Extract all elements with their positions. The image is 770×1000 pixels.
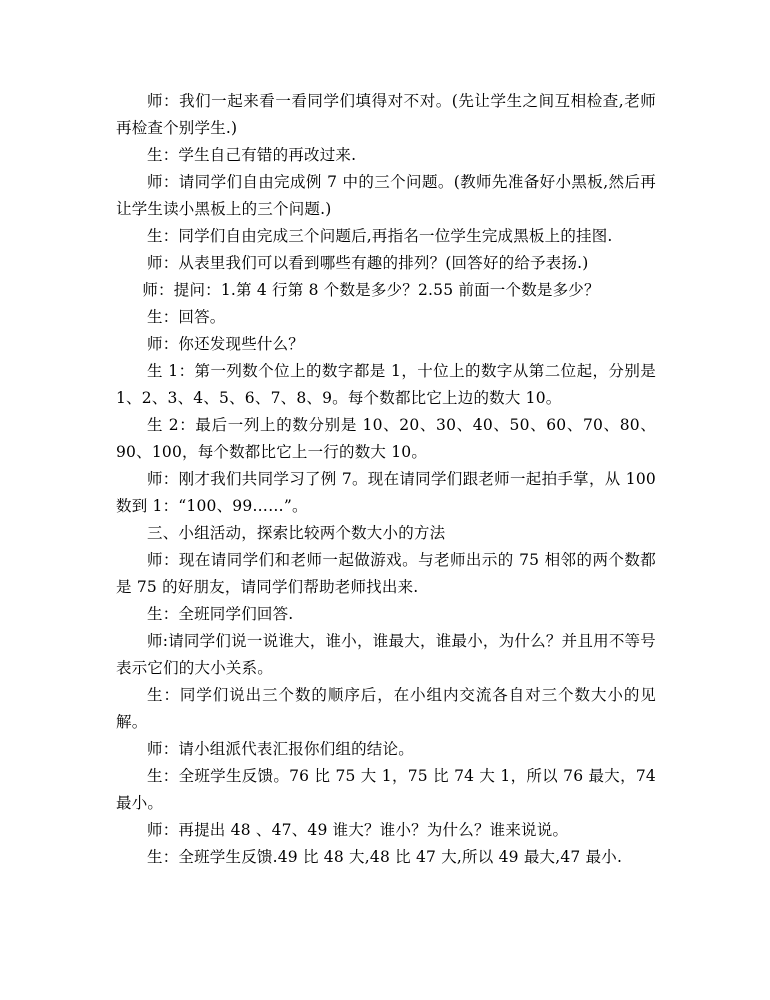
paragraph-11: 师：刚才我们共同学习了例 7。现在请同学们跟老师一起拍手掌，从 100 数到 1：“100、99……”。 — [116, 470, 656, 515]
paragraph-5: 师：从表里我们可以看到哪些有趣的排列？(回答好的给予表扬.) — [147, 254, 589, 272]
paragraph-4: 生：同学们自由完成三个问题后,再指名一位学生完成黑板上的挂图. — [147, 227, 613, 245]
paragraph-6: 师：提问：1.第 4 行第 8 个数是多少？2.55 前面一个数是多少？ — [142, 281, 600, 299]
paragraph-16: 生：同学们说出三个数的顺序后，在小组内交流各自对三个数大小的见解。 — [116, 686, 656, 731]
paragraph-15: 师:请同学们说一说谁大，谁小，谁最大，谁最小，为什么？并且用不等号表示它们的大小关系。 — [116, 632, 656, 677]
section-heading: 三、小组活动，探索比较两个数大小的方法 — [147, 524, 446, 542]
document-body — [116, 88, 656, 871]
paragraph-18: 生：全班学生反馈。76 比 75 大 1，75 比 74 大 1，所以 76 最大，74 最小。 — [116, 767, 656, 812]
paragraph-8: 师：你还发现些什么？ — [147, 335, 305, 353]
paragraph-2: 生：学生自己有错的再改过来. — [147, 146, 357, 164]
paragraph-13: 师：现在请同学们和老师一起做游戏。与老师出示的 75 相邻的两个数都是 75 的好朋友，请同学们帮助老师找出来. — [116, 551, 656, 596]
paragraph-17: 师：请小组派代表汇报你们组的结论。 — [147, 740, 414, 758]
paragraph-19: 师：再提出 48 、47、49 谁大？谁小？为什么？谁来说说。 — [147, 821, 569, 839]
paragraph-3: 师：请同学们自由完成例 7 中的三个问题。(教师先准备好小黑板,然后再让学生读小黑板上的三个问题.) — [116, 173, 656, 218]
paragraph-10: 生 2：最后一列上的数分别是 10、20、30、40、50、60、70、80、90、100，每个数都比它上一行的数大 10。 — [116, 416, 656, 461]
paragraph-14: 生：全班同学们回答. — [147, 605, 294, 623]
paragraph-9: 生 1：第一列数个位上的数字都是 1，十位上的数字从第二位起，分别是 1、2、3、4、5、6、7、8、9。每个数都比它上边的数大 10。 — [116, 362, 656, 407]
paragraph-20: 生：全班学生反馈.49 比 48 大,48 比 47 大,所以 49 最大,47 最小. — [147, 848, 623, 866]
paragraph-7: 生：回答。 — [147, 308, 226, 326]
paragraph-1: 师：我们一起来看一看同学们填得对不对。(先让学生之间互相检查,老师再检查个别学生.) — [116, 92, 656, 137]
